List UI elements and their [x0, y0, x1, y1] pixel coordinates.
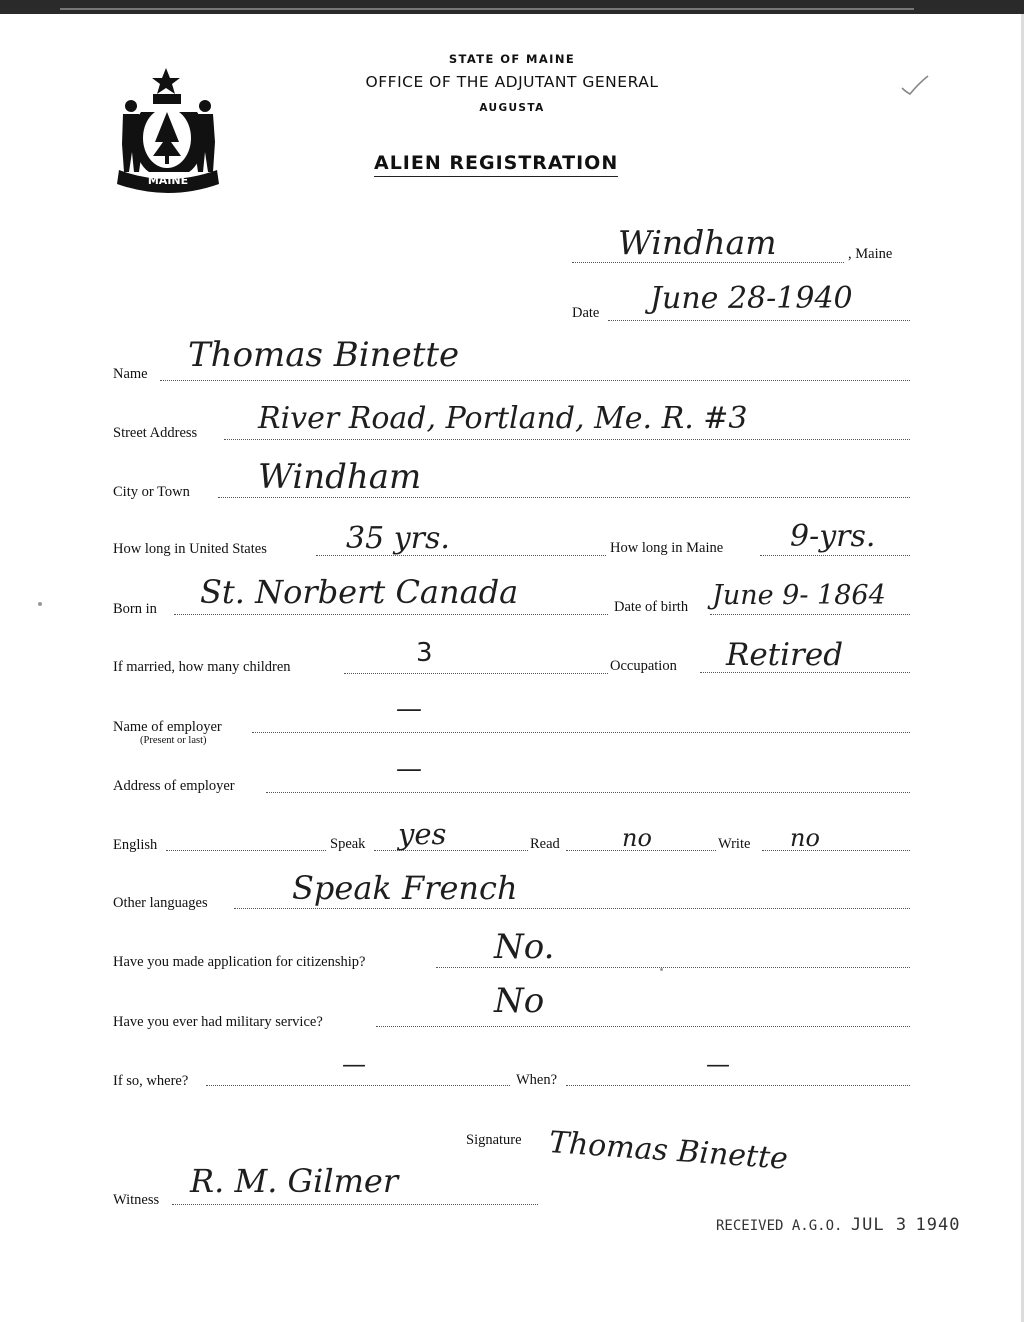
city-line — [218, 497, 910, 498]
write-value: no — [790, 824, 820, 852]
employer-name-line — [252, 732, 910, 733]
date-label: Date — [572, 305, 600, 321]
how-long-maine-line — [760, 555, 910, 556]
stamp-year: 1940 — [915, 1215, 961, 1235]
stamp-date: JUL 3 — [850, 1215, 908, 1235]
check-icon — [900, 74, 930, 101]
city-label: City or Town — [113, 484, 190, 500]
citizenship-line — [436, 967, 910, 968]
witness-line — [172, 1204, 538, 1205]
city-value: Windham — [258, 457, 422, 497]
name-line — [160, 380, 910, 381]
town-value: Windham — [618, 223, 777, 262]
write-label: Write — [718, 836, 751, 852]
how-long-maine-label: How long in Maine — [610, 540, 724, 556]
military-label: Have you ever had military service? — [113, 1014, 323, 1030]
header-office: OFFICE OF THE ADJUTANT GENERAL — [365, 73, 659, 91]
english-line — [166, 850, 326, 851]
town-line — [572, 262, 844, 263]
speak-value: yes — [398, 817, 447, 851]
occupation-label: Occupation — [610, 658, 677, 674]
employer-address-label: Address of employer — [113, 778, 235, 794]
children-label: If married, how many children — [113, 659, 291, 675]
citizenship-value: No. — [494, 927, 555, 967]
if-so-where-line — [206, 1085, 510, 1086]
received-stamp — [716, 1215, 960, 1235]
when-value: — — [706, 1050, 730, 1078]
form-title: ALIEN REGISTRATION — [374, 152, 618, 177]
employer-name-note: (Present or last) — [140, 735, 207, 746]
date-of-birth-value: June 9- 1864 — [712, 580, 886, 611]
how-long-us-value: 35 yrs. — [346, 521, 450, 556]
other-languages-line — [234, 908, 910, 909]
born-in-value: St. Norbert Canada — [200, 573, 519, 611]
write-line — [762, 850, 910, 851]
scan-speck — [38, 602, 42, 606]
street-address-line — [224, 439, 910, 440]
born-in-line — [174, 614, 608, 615]
scan-speck — [660, 968, 663, 971]
name-value: Thomas Binette — [188, 335, 460, 375]
children-line — [344, 673, 608, 674]
if-so-where-label: If so, where? — [113, 1073, 189, 1089]
employer-address-value: — — [396, 754, 422, 784]
witness-label: Witness — [113, 1192, 160, 1208]
witness-value: R. M. Gilmer — [190, 1162, 399, 1200]
other-languages-label: Other languages — [113, 895, 208, 911]
english-label: English — [113, 837, 158, 853]
date-value: June 28-1940 — [650, 281, 853, 316]
date-line — [608, 320, 910, 321]
born-in-label: Born in — [113, 601, 157, 617]
citizenship-label: Have you made application for citizenship? — [113, 954, 366, 970]
when-label: When? — [516, 1072, 558, 1088]
children-value: 3 — [416, 638, 433, 668]
employer-name-value: — — [396, 694, 422, 724]
occupation-value: Retired — [726, 637, 844, 673]
seal-lettering: MAINE — [147, 174, 189, 187]
employer-address-line — [266, 792, 910, 793]
employer-name-label: Name of employer — [113, 719, 222, 735]
read-value: no — [622, 824, 652, 852]
scan-border-top — [0, 0, 1024, 14]
street-address-value: River Road, Portland, Me. R. #3 — [258, 401, 748, 436]
street-address-label: Street Address — [113, 425, 198, 441]
read-label: Read — [530, 836, 560, 852]
stamp-received: RECEIVED A.G.O. — [716, 1218, 843, 1234]
military-line — [376, 1026, 910, 1027]
when-line — [566, 1085, 910, 1086]
how-long-maine-value: 9-yrs. — [790, 519, 876, 554]
other-languages-value: Speak French — [292, 869, 518, 907]
header-city: AUGUSTA — [479, 102, 545, 114]
name-label: Name — [113, 366, 148, 382]
signature-label: Signature — [466, 1132, 522, 1148]
how-long-us-label: How long in United States — [113, 541, 267, 557]
maine-label: , Maine — [848, 246, 893, 262]
date-of-birth-label: Date of birth — [614, 599, 689, 615]
date-of-birth-line — [710, 614, 910, 615]
if-so-where-value: — — [342, 1050, 366, 1078]
speak-label: Speak — [330, 836, 366, 852]
signature-value: Thomas Binette — [547, 1125, 789, 1177]
military-value: No — [494, 981, 545, 1021]
header-state: STATE OF MAINE — [448, 52, 576, 66]
